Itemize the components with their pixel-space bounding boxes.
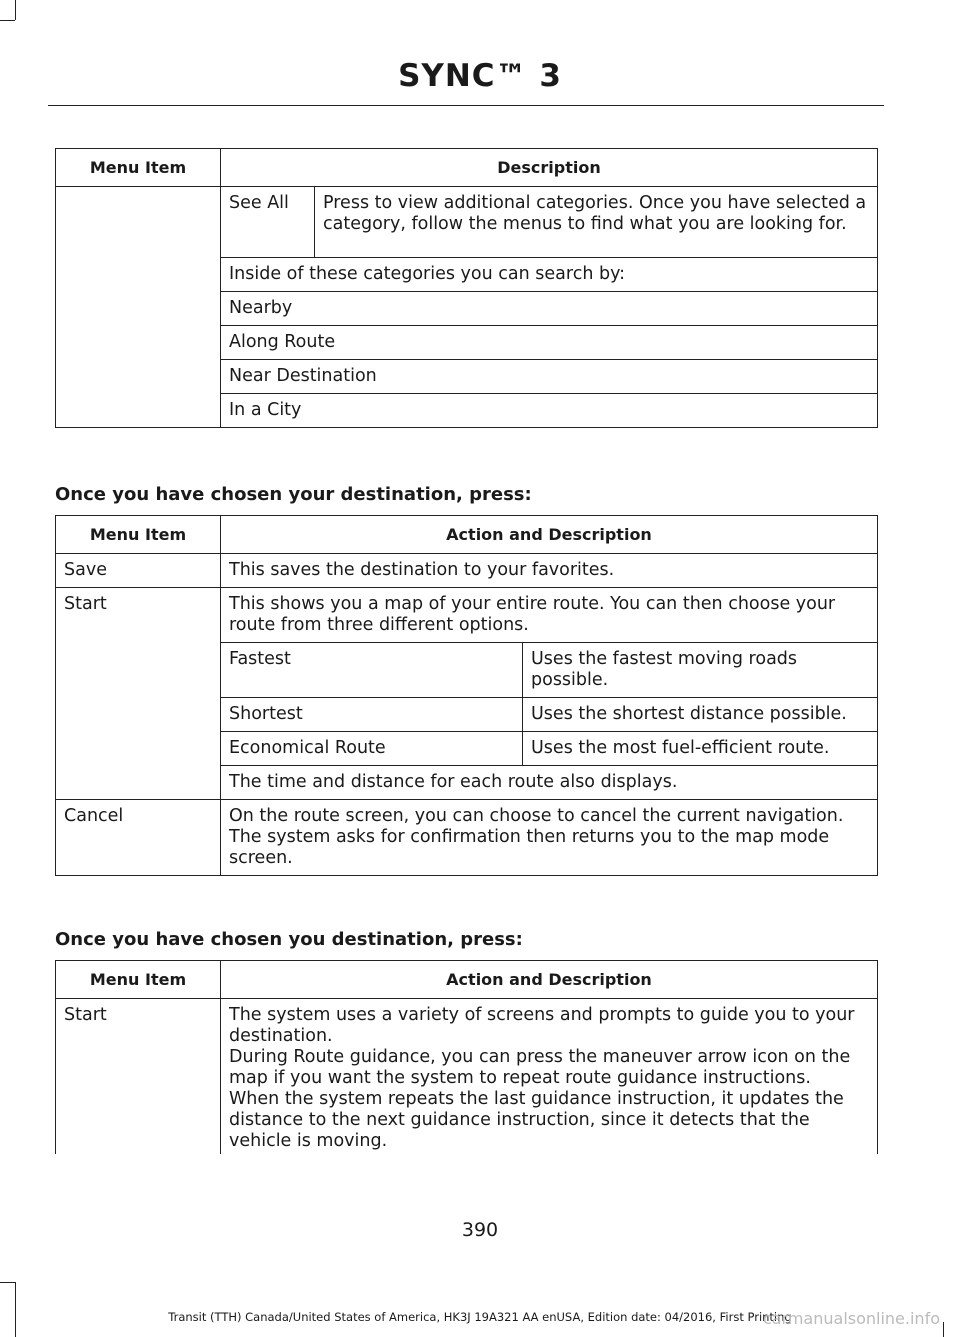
save-label: Save — [56, 554, 221, 588]
destination-actions-table — [55, 515, 878, 876]
column-header-menu-item: Menu Item — [56, 149, 221, 187]
column-header-menu-item: Menu Item — [56, 516, 221, 554]
inside-categories-text: Inside of these categories you can search by: — [221, 258, 878, 292]
time-distance-note: The time and distance for each route also displays. — [221, 766, 878, 800]
route-option-description: Uses the shortest distance possible. — [523, 698, 878, 732]
crop-mark — [943, 1322, 944, 1337]
start-label: Start — [56, 588, 221, 800]
column-header-description: Description — [221, 149, 878, 187]
section-heading: Once you have chosen you destination, press: — [55, 929, 523, 950]
page-number: 390 — [461, 1219, 499, 1241]
route-option-description: Uses the fastest moving roads possible. — [523, 643, 878, 698]
watermark: carmanualsonline.info — [762, 1309, 940, 1328]
route-option-name: Shortest — [221, 698, 523, 732]
guidance-paragraph: When the system repeats the last guidance instruction, it updates the distance to the next guidance instruction, since it detects that the vehicle is moving. — [229, 1089, 844, 1151]
search-option: Nearby — [221, 292, 878, 326]
search-option: Along Route — [221, 326, 878, 360]
search-option: In a City — [221, 394, 878, 428]
guidance-table — [55, 960, 878, 1154]
route-option-name: Economical Route — [221, 732, 523, 766]
cancel-label: Cancel — [56, 800, 221, 876]
see-all-label: See All — [221, 187, 315, 258]
start-guidance-description — [221, 999, 878, 1155]
table-cell-empty — [56, 187, 221, 428]
page-header-title: SYNC™ 3 — [398, 58, 562, 94]
column-header-action: Action and Description — [221, 516, 878, 554]
guidance-paragraph: The system uses a variety of screens and prompts to guide you to your destination. — [229, 1005, 855, 1046]
start-label: Start — [56, 999, 221, 1155]
start-description: This shows you a map of your entire route. You can then choose your route from three different options. — [221, 588, 878, 643]
route-option-description: Uses the most fuel-efficient route. — [523, 732, 878, 766]
guidance-paragraph: During Route guidance, you can press the maneuver arrow icon on the map if you want the system to repeat route guidance instructions. — [229, 1047, 851, 1088]
column-header-menu-item: Menu Item — [56, 961, 221, 999]
crop-mark — [0, 20, 15, 21]
footer-edition-info: Transit (TTH) Canada/United States of America, HK3J 19A321 AA enUSA, Edition date: 04/2016, First Printing — [168, 1310, 792, 1324]
crop-mark — [15, 0, 16, 20]
see-all-description: Press to view additional categories. Once you have selected a category, follow the menus to find what you are looking for. — [315, 187, 878, 258]
header-divider — [48, 105, 884, 106]
save-description: This saves the destination to your favorites. — [221, 554, 878, 588]
crop-mark — [0, 1282, 15, 1283]
column-header-action: Action and Description — [221, 961, 878, 999]
categories-table — [55, 148, 878, 428]
cancel-description: On the route screen, you can choose to cancel the current navigation. The system asks for confirmation then returns you to the map mode screen. — [221, 800, 878, 876]
search-option: Near Destination — [221, 360, 878, 394]
section-heading: Once you have chosen your destination, press: — [55, 484, 532, 505]
route-option-name: Fastest — [221, 643, 523, 698]
